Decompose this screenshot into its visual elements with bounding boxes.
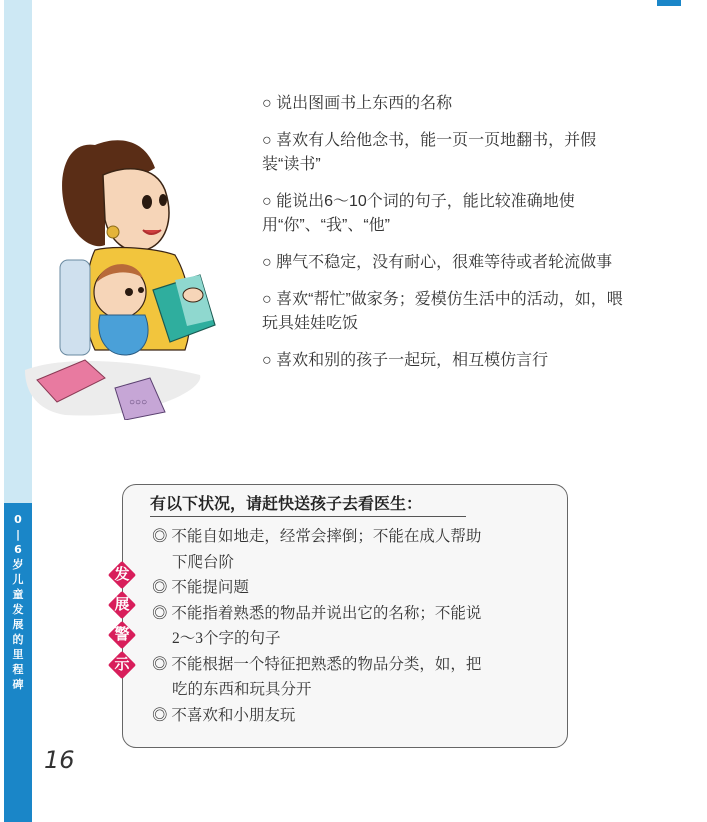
chapter-tab-label	[4, 512, 32, 692]
mother-reading-illustration	[25, 120, 240, 420]
warning-item	[152, 524, 552, 575]
warning-tag	[110, 623, 134, 647]
warning-tag	[110, 653, 134, 677]
chapter-tab-char: |	[15, 528, 21, 541]
chapter-tab-char: 0	[14, 513, 22, 526]
milestone-list	[262, 92, 632, 386]
warning-item-line: ◎ 不能自如地走，经常会摔倒；不能在成人帮助	[152, 528, 482, 545]
warning-tag	[110, 563, 134, 587]
warning-item	[152, 601, 552, 652]
chapter-tab-char: 儿	[12, 573, 24, 586]
warning-tag-column	[104, 563, 138, 683]
milestone-item: ○ 能说出6～10个词的句子，能比较准确地使用“你”、“我”、“他”	[262, 193, 575, 234]
warning-tag	[110, 593, 134, 617]
milestone-item: ○ 说出图画书上东西的名称	[262, 95, 453, 112]
warning-item-line: ◎ 不能根据一个特征把熟悉的物品分类，如，把	[152, 655, 482, 673]
warning-tag-char: 警	[114, 626, 130, 643]
milestone-item: ○ 脾气不稳定，没有耐心，很难等待或者轮流做事	[262, 254, 613, 271]
warning-item-line: 下爬台阶	[172, 553, 235, 571]
warning-item-line: ◎ 不能提问题	[152, 579, 249, 596]
warning-list	[152, 524, 552, 728]
warning-tag-char: 展	[114, 596, 130, 613]
chapter-tab-char: 岁	[12, 558, 24, 571]
chapter-tab-char: 童	[12, 588, 24, 601]
warning-item-line: ◎ 不能指着熟悉的物品并说出它的名称；不能说	[152, 604, 482, 622]
top-corner-mark	[657, 0, 681, 6]
warning-tag-char: 发	[114, 566, 130, 583]
svg-text:○○○: ○○○	[129, 397, 148, 408]
warning-title: 有以下状况，请赶快送孩子去看医生：	[150, 496, 423, 513]
chapter-tab-char: 的	[12, 633, 24, 646]
warning-item	[152, 703, 552, 729]
warning-item	[152, 575, 552, 601]
milestone-item: ○ 喜欢有人给他念书，能一页一页地翻书，并假装“读书”	[262, 132, 597, 173]
warning-item-line: 2～3个字的句子	[172, 630, 281, 647]
milestone-item: ○ 喜欢“帮忙”做家务；爱模仿生活中的活动，如，喂玩具娃娃吃饭	[262, 291, 623, 332]
chapter-tab-char: 程	[12, 663, 24, 676]
chapter-tab-char: 6	[14, 543, 22, 556]
chapter-tab-char: 碑	[12, 678, 24, 691]
warning-item-line: 吃的东西和玩具分开	[172, 681, 312, 698]
warning-item	[152, 652, 552, 703]
warning-title-underline	[150, 516, 466, 517]
milestone-item: ○ 喜欢和别的孩子一起玩，相互模仿言行	[262, 352, 549, 369]
chapter-tab-char: 发	[12, 603, 24, 616]
page-number: 16	[44, 746, 75, 774]
chapter-tab-char: 里	[12, 648, 24, 661]
warning-tag-char: 示	[114, 656, 130, 673]
warning-item-line: ◎ 不喜欢和小朋友玩	[152, 706, 296, 724]
chapter-tab-char: 展	[12, 618, 24, 631]
